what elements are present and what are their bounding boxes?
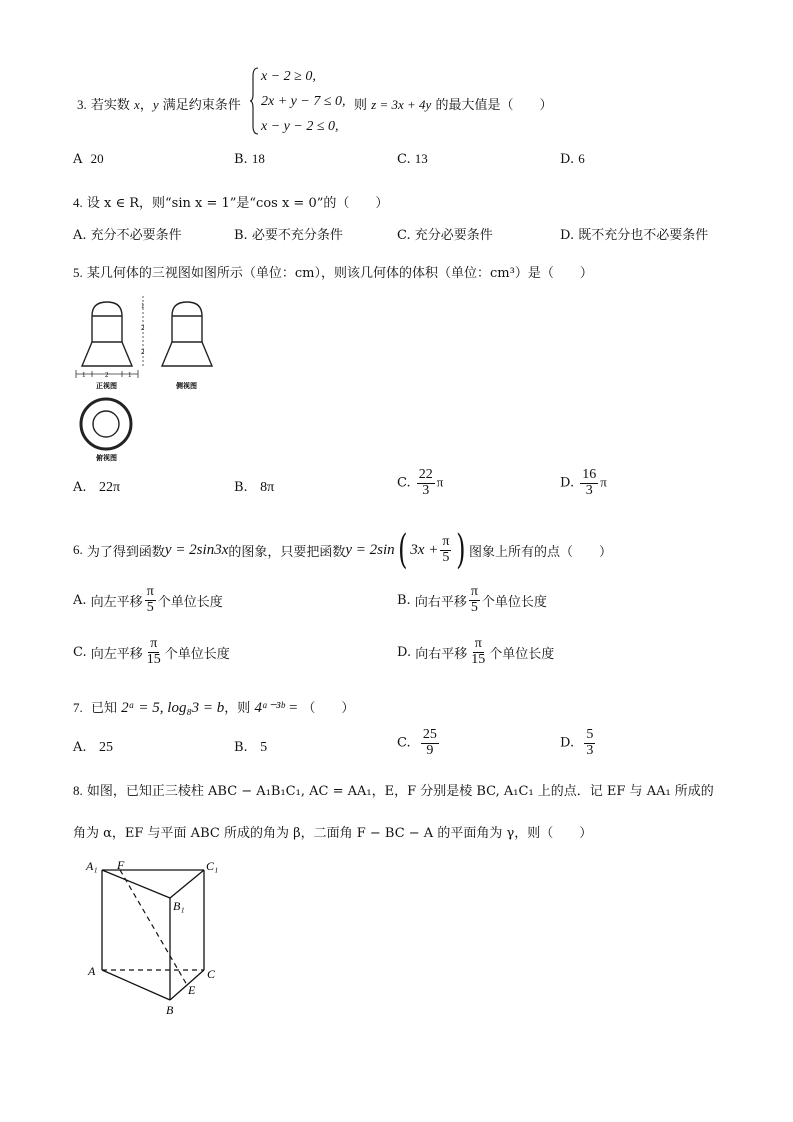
denominator: 5 [146,599,154,615]
dim-label: 1 [141,302,145,310]
q8-line-2: 角为 α，EF 与平面 ABC 所成的角为 β，二面角 F − BC − A 的平面角为 γ，则（ ） [73,826,593,841]
q7-expr: 4ᵃ⁻³ᵇ = [254,700,299,716]
side-view-shape [162,302,212,366]
vertex-label-c1: C₁ [206,859,219,873]
numerator: π [474,636,482,651]
q4-stem-text: 设 x ∈ R，则“sin x = 1”是“cos x = 0”的（ ） [86,196,389,211]
q7-option-c[interactable] [397,728,441,758]
hidden-edges [102,870,204,985]
vertex-label-a: A [88,964,96,978]
q6-option-c[interactable] [73,637,230,667]
numerator: 25 [422,727,437,742]
vertex-label-b: B [166,1003,174,1017]
q7-stem-after: （ ） [302,701,355,716]
vertex-label-a1: A₁ [86,859,98,873]
option-label: C. [397,735,411,751]
q6-stem [73,527,613,573]
option-text: 充分不必要条件 [90,228,182,243]
option-text: 20 [90,151,104,166]
option-label: B. [234,152,248,167]
option-label: D. [397,644,412,660]
front-view-label: 正视图 [96,382,117,390]
option-text: 个单位长度 [481,594,547,610]
prism-edges [102,870,204,1000]
q3-constraint-1: x − 2 ≥ 0, [261,69,316,84]
option-suffix: π [600,474,607,490]
q6-stem-after: 图象上所有的点（ ） [469,544,613,560]
option-text: 向右平移 [414,594,467,610]
denominator: 15 [471,651,486,667]
option-label: D. [560,228,575,243]
q6-option-a[interactable] [73,585,223,615]
top-view-shape [81,399,131,449]
dim-label: 2 [105,371,109,379]
option-label: C. [73,644,87,660]
q8-stem-line-2 [73,822,592,841]
q5-number: 5. [73,265,83,280]
q8-number: 8. [73,783,83,798]
q3-stem-mid: 满足约束条件 [162,98,241,113]
numerator: 22 [418,467,433,482]
q3-constraint-2: 2x + y − 7 ≤ 0, [261,94,346,109]
option-text: 既不充分也不必要条件 [578,228,709,243]
q6-func2-before: y = 2sin [345,541,395,558]
option-text: 向左平移 [90,594,143,610]
option-label: B. [234,228,248,243]
q3-option-b[interactable] [234,151,265,167]
q3-option-a[interactable] [73,151,104,167]
option-label: A. [73,740,87,755]
fraction [421,728,439,758]
option-text: 8π [260,480,275,495]
option-suffix: π [436,474,444,490]
q3-option-c[interactable] [397,151,428,167]
denominator: 3 [422,482,430,498]
denominator: 3 [585,482,593,498]
q3-then: 则 [354,98,368,113]
fraction [440,535,451,565]
option-text: 13 [414,151,428,166]
q7-option-a[interactable] [73,740,113,756]
q3-constraint-3: x − y − 2 ≤ 0, [261,119,339,134]
q8-prism-figure [82,858,232,1018]
option-label: C. [397,152,411,167]
q7-stem-before: 已知 [91,701,118,716]
q7-option-d[interactable] [560,728,597,758]
side-view-label: 侧视图 [176,382,197,390]
numerator: π [442,533,450,549]
q3-stem-after: 的最大值是（ ） [435,98,553,113]
option-label: C. [397,228,411,243]
option-text: 25 [98,740,113,755]
vertex-label-e: E [188,983,196,997]
q5-option-d[interactable] [560,468,607,498]
option-label: D. [560,735,575,751]
dim-label: 2 [141,348,145,356]
denominator: 5 [470,599,478,615]
q3-stem-tail [354,94,552,113]
fraction [469,637,487,667]
top-view-label: 俯视图 [96,454,117,462]
q4-option-b[interactable] [234,224,343,243]
option-label: D. [560,475,575,491]
q7-number: 7. [73,700,83,715]
option-label: A. [73,228,87,243]
dim-label: 1 [128,371,132,379]
option-label: A. [73,480,87,495]
option-text: 个单位长度 [489,646,555,662]
q6-stem-mid: 的图象，只要把函数 [228,544,346,560]
option-label: A [73,152,83,167]
fraction [584,728,595,758]
q7-stem-mid: ，则 [224,701,251,716]
q3-option-d[interactable] [560,151,585,167]
q5-option-b[interactable] [234,480,274,496]
front-view-shape [82,302,132,366]
q3-objective: z = 3x + 4y [371,97,432,112]
option-text: 个单位长度 [157,594,223,610]
fraction [417,468,435,498]
q7-option-b[interactable] [234,740,267,756]
q4-option-d[interactable] [560,224,708,243]
option-text: 18 [251,151,265,166]
q5-stem-text: 某几何体的三视图如图所示（单位：cm），则该几何体的体积（单位：cm³）是（ ） [86,266,593,281]
left-paren: ( [397,527,408,573]
numerator: π [146,584,154,599]
option-label: A. [73,592,87,608]
option-text: 22π [98,480,121,495]
q6-func2-inner: 3x + [410,541,439,558]
numerator: π [150,636,158,651]
fraction [580,468,598,498]
q7-formula: 2ᵃ = 5, log₈3 = b [121,700,225,716]
q4-stem [73,192,388,211]
q4-option-a[interactable] [73,224,182,243]
vertex-label-c: C [207,967,216,981]
q6-func1: y = 2sin3x [164,541,229,558]
q6-option-b[interactable] [397,585,547,615]
q8-line-1: 如图，已知正三棱柱 ABC − A₁B₁C₁, AC = AA₁，E，F 分别是棱 BC, A₁C₁ 上的点．记 EF 与 AA₁ 所成的 [86,784,714,799]
q6-number: 6. [73,542,83,557]
q3-brace [250,66,260,136]
q7-stem [73,697,354,717]
q3-comma: ， [139,98,153,113]
q3-number: 3. [77,97,87,112]
q3-var-x: x [134,97,140,112]
numerator: 16 [582,467,597,482]
dim-label: 2 [141,324,145,332]
dim-label: 1 [82,371,86,379]
denominator: 3 [586,742,594,758]
q6-stem-before: 为了得到函数 [86,544,165,560]
q5-option-c[interactable] [397,468,443,498]
q5-three-view-figure [70,292,220,462]
q5-option-a[interactable] [73,480,120,496]
right-paren: ) [456,527,466,573]
option-text: 必要不充分条件 [251,228,343,243]
option-text: 充分必要条件 [414,228,493,243]
numerator: π [470,584,478,599]
denominator: 9 [426,742,434,758]
option-label: B. [234,480,248,495]
denominator: 5 [442,549,450,565]
q6-option-d[interactable] [397,637,554,667]
option-text: 个单位长度 [164,646,230,662]
option-text: 6 [578,151,585,166]
option-label: D. [560,152,575,167]
option-text: 向右平移 [415,646,468,662]
fraction [145,637,163,667]
q4-number: 4. [73,195,83,210]
option-label: C. [397,475,411,491]
q3-stem-before: 若实数 [90,98,130,113]
q4-option-c[interactable] [397,224,493,243]
denominator: 15 [146,651,161,667]
q3-stem [77,94,241,113]
fraction [469,585,480,615]
option-label: B. [397,592,411,608]
option-text: 向左平移 [90,646,143,662]
vertex-label-b1: B₁ [173,899,185,913]
vertex-label-f: F [117,858,125,872]
option-label: B. [234,740,248,755]
q3-var-y: y [152,97,159,112]
option-text: 5 [260,740,268,755]
q8-stem-line-1 [73,780,714,799]
numerator: 5 [586,727,594,742]
q5-stem [73,262,593,281]
fraction [145,585,156,615]
